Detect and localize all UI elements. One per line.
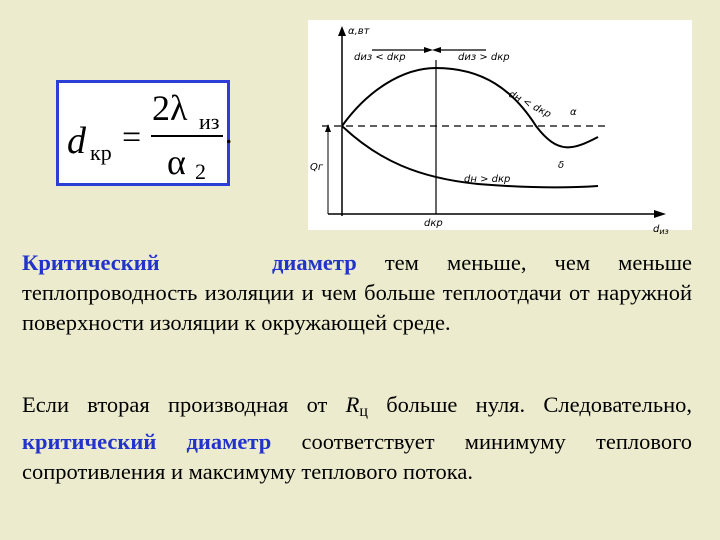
term-critical-diameter: критический диаметр <box>22 429 272 454</box>
q-bracket-arrow <box>325 124 331 132</box>
formula-lhs: d <box>67 120 86 162</box>
paragraph1-text: тем меньше, чем меньше теплопроводность изоляции и чем больше теплоотдачи от наружной поверхности изоляции к окружающей среде. <box>22 250 693 335</box>
formula-box <box>56 80 233 186</box>
term-critical: Критический <box>22 250 160 275</box>
curve-alpha <box>342 68 598 147</box>
formula-denominator-subscript: 2 <box>195 159 206 184</box>
term-diameter: диаметр <box>272 250 357 275</box>
fraction-bar <box>151 135 223 137</box>
x-tick-label: dкр <box>424 218 443 229</box>
curve-delta-label: δ <box>558 160 565 171</box>
label-left-condition: dиз < dкр <box>354 52 406 63</box>
x-axis-label-main: d <box>653 224 660 235</box>
resistance-symbol: R <box>345 392 360 417</box>
y-axis-arrow <box>338 26 346 36</box>
formula-lhs-subscript: кр <box>90 140 112 165</box>
formula-numerator-subscript: из <box>199 109 220 134</box>
heat-transfer-graph <box>308 20 692 236</box>
label-slope-condition: dн < dкр <box>506 88 553 121</box>
paragraph2-after: соответствует минимуму теплового сопротивления и максимуму теплового потока. <box>22 429 692 484</box>
formula-period: . <box>225 117 233 150</box>
y-tick-label: Qг <box>310 162 324 173</box>
resistance-subscript: ц <box>359 403 368 420</box>
y-axis-label: α,вт <box>348 26 370 37</box>
formula-denominator: α <box>167 142 186 182</box>
arrow-right-head <box>432 47 441 53</box>
label-bottom-condition: dн > dкр <box>464 174 511 185</box>
paragraph-second-derivative <box>22 390 692 487</box>
paragraph2-before: Если вторая производная от <box>22 392 346 417</box>
graph-panel <box>308 20 692 236</box>
formula-numerator: 2λ <box>152 88 188 128</box>
x-axis-label-sub: из <box>659 227 669 236</box>
x-axis-arrow <box>654 210 666 218</box>
x-axis-label <box>653 224 669 236</box>
curve-alpha-label: α <box>570 107 577 118</box>
label-right-condition: dиз > dкр <box>458 52 510 63</box>
paragraph2-middle: больше нуля. Следовательно, <box>367 392 692 417</box>
paragraph-critical-diameter <box>22 248 692 338</box>
formula-equals: = <box>122 119 142 156</box>
arrow-left-head <box>424 47 433 53</box>
